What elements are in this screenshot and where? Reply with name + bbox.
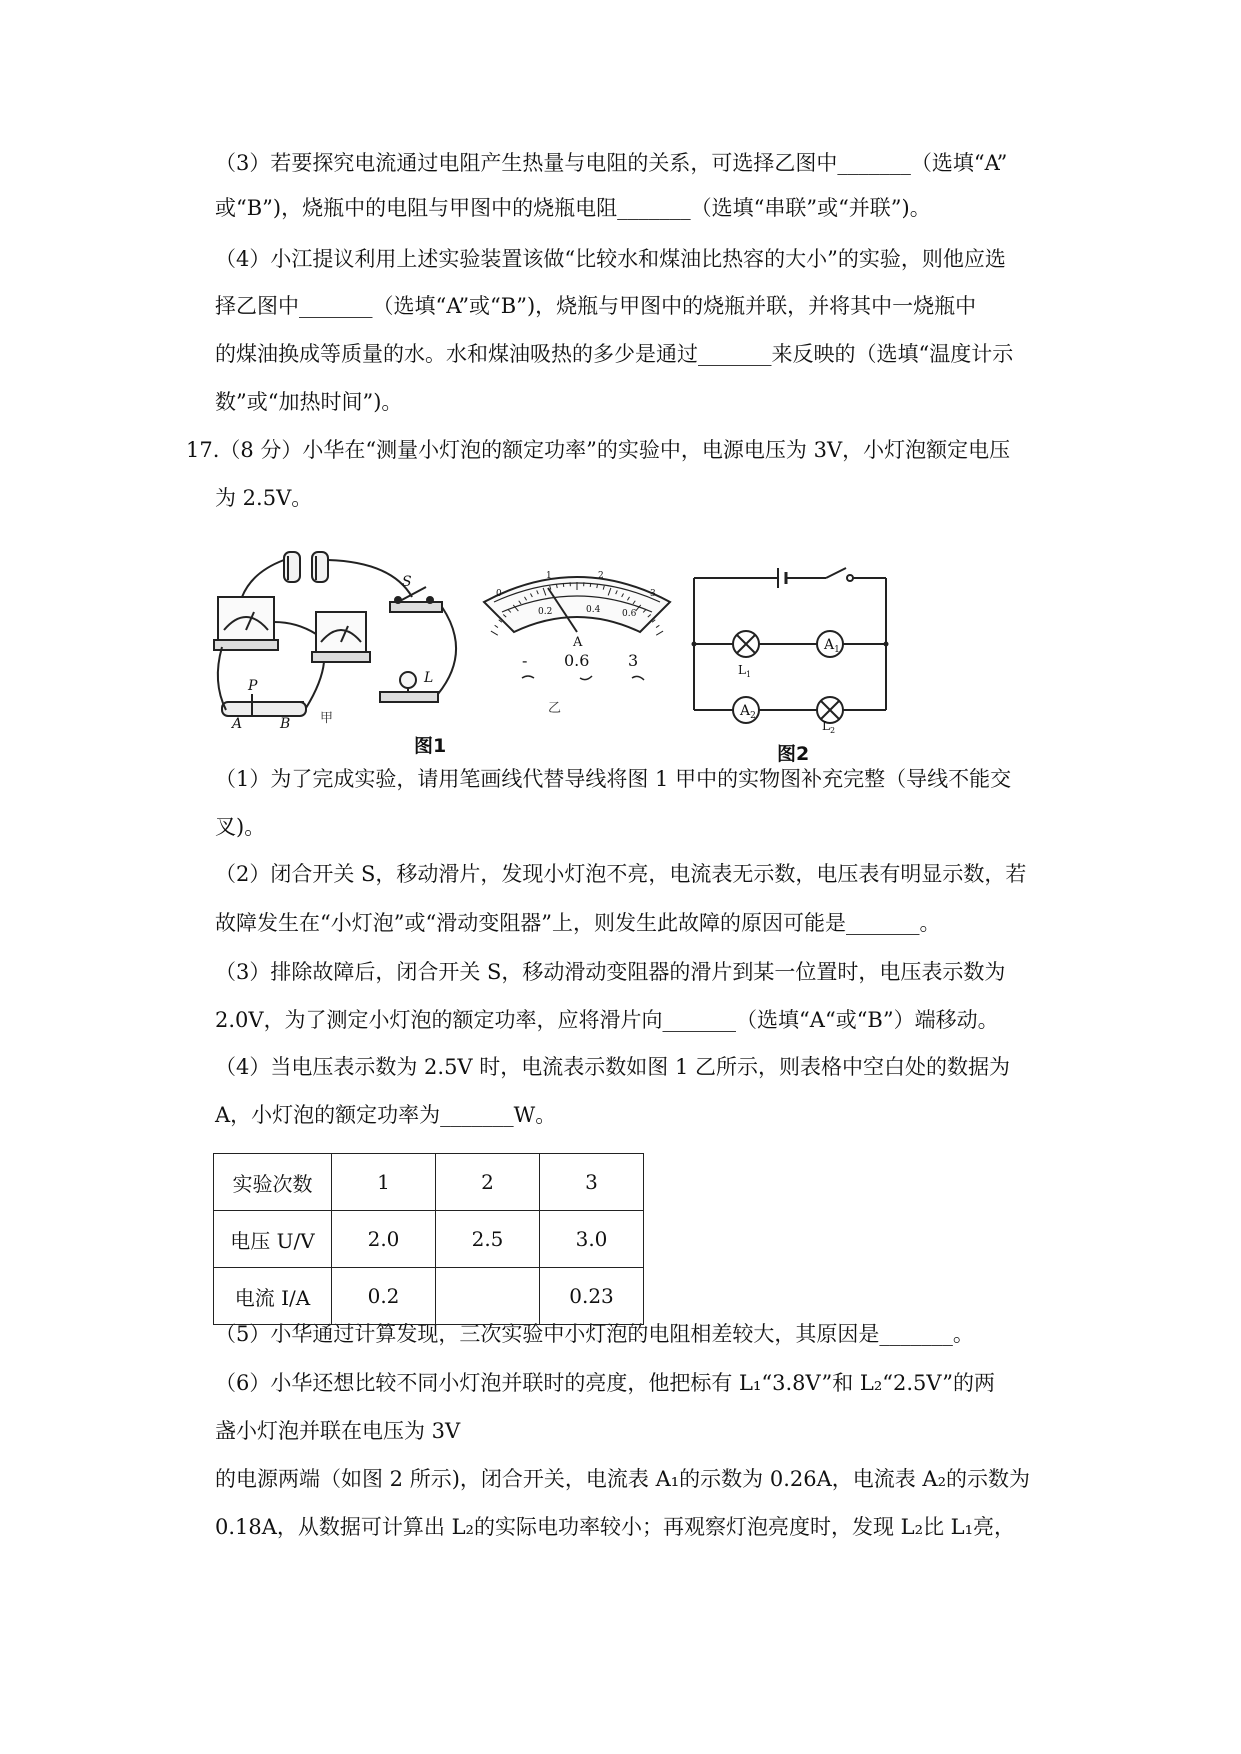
text-line: 0.18A，从数据可计算出 L₂的实际电功率较小；再观察灯泡亮度时，发现 L₂比 L₁亮， [215, 1515, 1016, 1539]
table-cell: 3.0 [540, 1211, 644, 1268]
table-row [214, 1154, 644, 1211]
table-cell: 2.5 [436, 1211, 540, 1268]
table-cell: 3 [540, 1154, 644, 1211]
terminal-06-label: 0.6 [564, 651, 590, 670]
switch-label: S [402, 574, 412, 590]
text-line: 数”或“加热时间”)。 [215, 390, 403, 414]
text-line: （3）排除故障后，闭合开关 S，移动滑动变阻器的滑片到某一位置时，电压表示数为 [215, 960, 1006, 984]
dial-tick-0: 0 [496, 589, 502, 599]
text-line: 择乙图中_______（选填“A”或“B”)，烧瓶与甲图中的烧瓶并联，并将其中一烧瓶中 [215, 294, 977, 318]
terminal-minus-label: - [522, 651, 528, 670]
terminal-3-label: 3 [628, 651, 639, 670]
text-line: 故障发生在“小灯泡”或“滑动变阻器”上，则发生此故障的原因可能是_______。 [215, 911, 941, 935]
dial-small-tick-02: 0.2 [538, 607, 553, 617]
slider-label: P [248, 678, 258, 694]
table-cell: 2.0 [332, 1211, 436, 1268]
terminal-a-label: A [232, 716, 243, 732]
text-line: 2.0V，为了测定小灯泡的额定功率，应将滑片向_______（选填“A“或“B”）端移动。 [215, 1008, 999, 1032]
battery-icon [312, 552, 328, 582]
table-cell [436, 1268, 540, 1325]
table-cell: 0.2 [332, 1268, 436, 1325]
text-line: （3）若要探究电流通过电阻产生热量与电阻的关系，可选择乙图中_______（选填“A” [215, 151, 1008, 175]
lamp-l1-sub: 1 [745, 670, 752, 679]
text-line: （2）闭合开关 S，移动滑片，发现小灯泡不亮，电流表无示数，电压表有明显示数，若 [215, 862, 1027, 886]
text-line: （5）小华通过计算发现，三次实验中小灯泡的电阻相差较大，其原因是_______。 [215, 1322, 974, 1346]
lamp-l1-icon [733, 631, 759, 657]
table-cell: 0.23 [540, 1268, 644, 1325]
figure1-yi-ammeter-dial [480, 562, 675, 732]
lamp-l1-label: L [738, 663, 746, 677]
terminal-b-label: B [280, 716, 291, 732]
ammeter-a1-label: A [824, 637, 835, 653]
text-line: A，小灯泡的额定功率为_______W。 [215, 1103, 557, 1127]
ammeter-a1-sub: 1 [834, 645, 840, 655]
table-cell: 实验次数 [214, 1154, 332, 1211]
ammeter-a2-sub: 2 [750, 711, 756, 721]
voltmeter-icon [218, 597, 274, 642]
ammeter-icon [316, 612, 366, 654]
table-cell: 电压 U/V [214, 1211, 332, 1268]
dial-tick-1: 1 [546, 571, 552, 581]
text-line: 的煤油换成等质量的水。水和煤油吸热的多少是通过_______来反映的（选填“温度计示 [215, 342, 1014, 366]
text-line: 的电源两端（如图 2 所示)，闭合开关，电流表 A₁的示数为 0.26A，电流表 A₂的示数为 [215, 1467, 1031, 1491]
lamp-l2-label: L [822, 719, 830, 733]
table-cell: 1 [332, 1154, 436, 1211]
dial-small-tick-04: 0.4 [586, 605, 601, 615]
figure1-jia-apparatus [212, 542, 462, 732]
text-line: （4）当电压表示数为 2.5V 时，电流表示数如图 1 乙所示，则表格中空白处的数据为 [215, 1055, 1010, 1079]
text-line: （4）小江提议利用上述实验装置该做“比较水和煤油比热容的大小”的实验，则他应选 [215, 247, 1006, 271]
text-line: 叉)。 [215, 815, 266, 839]
lamp-label: L [424, 670, 434, 686]
battery-icon [284, 552, 300, 582]
text-line: 为 2.5V。 [215, 486, 313, 510]
figure2-caption: 图2 [777, 743, 810, 765]
table-row [214, 1268, 644, 1325]
ammeter-unit-label: A [573, 635, 583, 650]
ammeter-a2-label: A [740, 703, 751, 719]
text-line: 盏小灯泡并联在电压为 3V [215, 1419, 461, 1443]
svg-text:L1 [738, 663, 751, 679]
table-cell: 电流 I/A [214, 1268, 332, 1325]
data-table [213, 1153, 644, 1325]
rheostat-icon [222, 702, 306, 716]
figure1-caption: 图1 [414, 735, 447, 757]
lamp-icon [380, 692, 438, 702]
table-row [214, 1211, 644, 1268]
lamp-l2-icon [817, 697, 843, 723]
dial-tick-3: 3 [650, 589, 656, 599]
text-line: 17.（8 分）小华在“测量小灯泡的额定功率”的实验中，电源电压为 3V，小灯泡额定电压 [186, 438, 1011, 462]
lamp-l2-sub: 2 [829, 726, 836, 735]
text-line: 或“B”)，烧瓶中的电阻与甲图中的烧瓶电阻_______（选填“串联”或“并联”)。 [215, 196, 931, 220]
figure2-circuit [690, 560, 890, 735]
jia-label: 甲 [320, 711, 334, 726]
dial-tick-2: 2 [598, 571, 604, 581]
dial-small-tick-06: 0.6 [622, 609, 637, 619]
text-line: （6）小华还想比较不同小灯泡并联时的亮度，他把标有 L₁“3.8V”和 L₂“2.5V”的两 [215, 1371, 996, 1395]
yi-label: 乙 [548, 701, 562, 716]
table-cell: 2 [436, 1154, 540, 1211]
text-line: （1）为了完成实验，请用笔画线代替导线将图 1 甲中的实物图补充完整（导线不能交 [215, 767, 1012, 791]
